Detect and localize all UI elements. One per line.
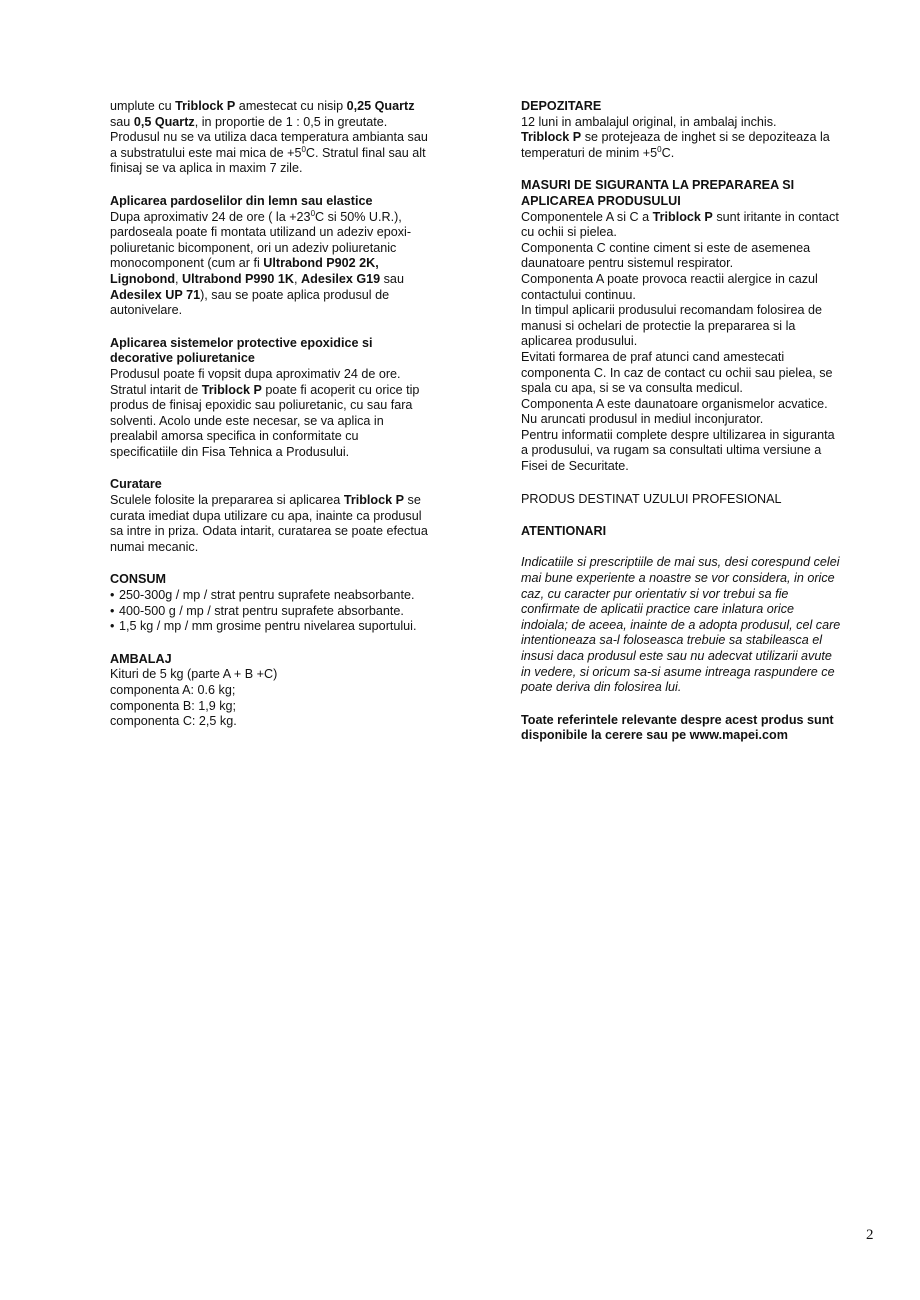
left-column bbox=[110, 99, 466, 747]
professional-use-section bbox=[521, 492, 878, 508]
coatings-section: Aplicarea sistemelor protective epoxidice si decorative poliuretanice Produsul poate fi vopsit dupa aproximativ 24 de ore. Stratul intarit de Triblock P poate fi acoperit cu orice tip produs de finisaj epoxidic sau poliuretanic, cu sau fara solventi. Acolo unde este necesar, se va aplica in prealabil amorsa specifica in conformitate cu specificatiile din Fisa Tehnica a Produsului. bbox=[110, 336, 466, 461]
consumption-section bbox=[110, 572, 466, 634]
packaging-section: AMBALAJ Kituri de 5 kg (parte A + B +C) componenta A: 0.6 kg; componenta B: 1,9 kg; componenta C: 2,5 kg. bbox=[110, 652, 466, 730]
floors-heading: Aplicarea pardoselilor din lemn sau elastice bbox=[110, 193, 373, 208]
warnings-text: Indicatiile si prescriptiile de mai sus, desi corespund celei mai bune experiente a noastre se vor considera, in orice caz, cu caracter pur orientativ si vor trebui sa fie confirmate de aplicatii practice care inlatura orice indoiala; de aceea, inainte de a adopta produsul, cel care intentioneaza sa-l foloseasca trebuie sa stabileasca el insusi daca produsul este sau nu adecvat utilizarii avute in vedere, si oricum sa-si asume intreaga raspundere ce poate deriva din folosirea lui. bbox=[521, 555, 841, 695]
warnings-section bbox=[521, 524, 878, 696]
intro-section: umplute cu Triblock P amestecat cu nisip 0,25 Quartz sau 0,5 Quartz, in proportie de 1 : 0,5 in greutate. Produsul nu se va utiliza daca temperatura ambianta sau a substratului este mai mica de $+5^0C$. Stratul final sau alt finisaj se va aplica in maxim 7 zile. bbox=[110, 99, 428, 176]
professional-use-note: PRODUS DESTINAT UZULUI PROFESIONAL bbox=[521, 491, 782, 506]
list-item: • 250-300g / mp / strat pentru suprafete neabsorbante. bbox=[110, 588, 466, 604]
safety-heading: MASURI DE SIGURANTA LA PREPARAREA SI bbox=[521, 178, 795, 193]
cleaning-section: Curatare Sculele folosite la prepararea si aplicarea Triblock P se curata imediat dupa utilizare cu apa, inainte ca produsul sa intre in priza. Odata intarit, curatarea se poate efectua numai mecanic. bbox=[110, 477, 466, 555]
storage-heading: DEPOZITARE bbox=[521, 99, 602, 113]
storage-section: DEPOZITARE 12 luni in ambalajul original, in ambalaj inchis. Triblock P se protejeaza de inghet si se depoziteaza la temperaturi de minim $+5^0C$. bbox=[521, 99, 878, 161]
references-section: Toate referintele relevante despre acest produs sunt disponibile la cerere sau pe www.mapei.com bbox=[521, 712, 834, 743]
safety-section: MASURI DE SIGURANTA LA PREPARAREA SI APLICAREA PRODUSULUI Componentele A si C a Triblock P sunt iritante in contact cu ochii si pielea. Componenta C contine ciment si este de asemenea daunatoare pentru sistemul respirator. Componenta A poate provoca reactii alergice in cazul contactului continuu. In timpul aplicarii produsului recomandam folosirea de manusi si ochelari de protectie la prepararea si la aplicarea produsului. Evitati formarea de praf atunci cand amestecati componenta C. In caz de contact cu ochii sau pielea, se spala cu apa, si se va consulta medicul. Componenta A este daunatoare organismelor acvatice. Nu aruncati produsul in mediul inconjurator. Pentru informatii complete despre ultilizarea in siguranta a produsului, va rugam sa consultati ultima versiune a Fisei de Securitate. bbox=[521, 178, 878, 474]
floors-section: Aplicarea pardoselilor din lemn sau elastice Dupa aproximativ 24 de ore ( la $+23^0C$ si 50% U.R.), pardoseala poate fi montata utilizand un adeziv epoxi- poliuretanic bicomponent, ori un adeziv poliuretanic monocomponent (cum ar fi Ultrabond P902 2K, Lignobond, Ultrabond P990 1K, Adesilex G19 sau Adesilex UP 71), sau se poate aplica produsul de autonivelare. bbox=[110, 194, 466, 319]
consumption-list bbox=[110, 588, 466, 635]
right-column bbox=[521, 99, 878, 761]
consumption-heading: CONSUM bbox=[110, 572, 166, 587]
cleaning-heading: Curatare bbox=[110, 477, 162, 492]
page-number: 2 bbox=[866, 1227, 874, 1243]
list-item: • 400-500 g / mp / strat pentru suprafete absorbante. bbox=[110, 604, 466, 620]
coatings-heading: Aplicarea sistemelor protective epoxidice si bbox=[110, 335, 373, 350]
packaging-heading: AMBALAJ bbox=[110, 651, 172, 666]
warnings-heading: ATENTIONARI bbox=[521, 524, 607, 539]
list-item: • 1,5 kg / mp / mm grosime pentru nivelarea suportului. bbox=[110, 619, 466, 635]
